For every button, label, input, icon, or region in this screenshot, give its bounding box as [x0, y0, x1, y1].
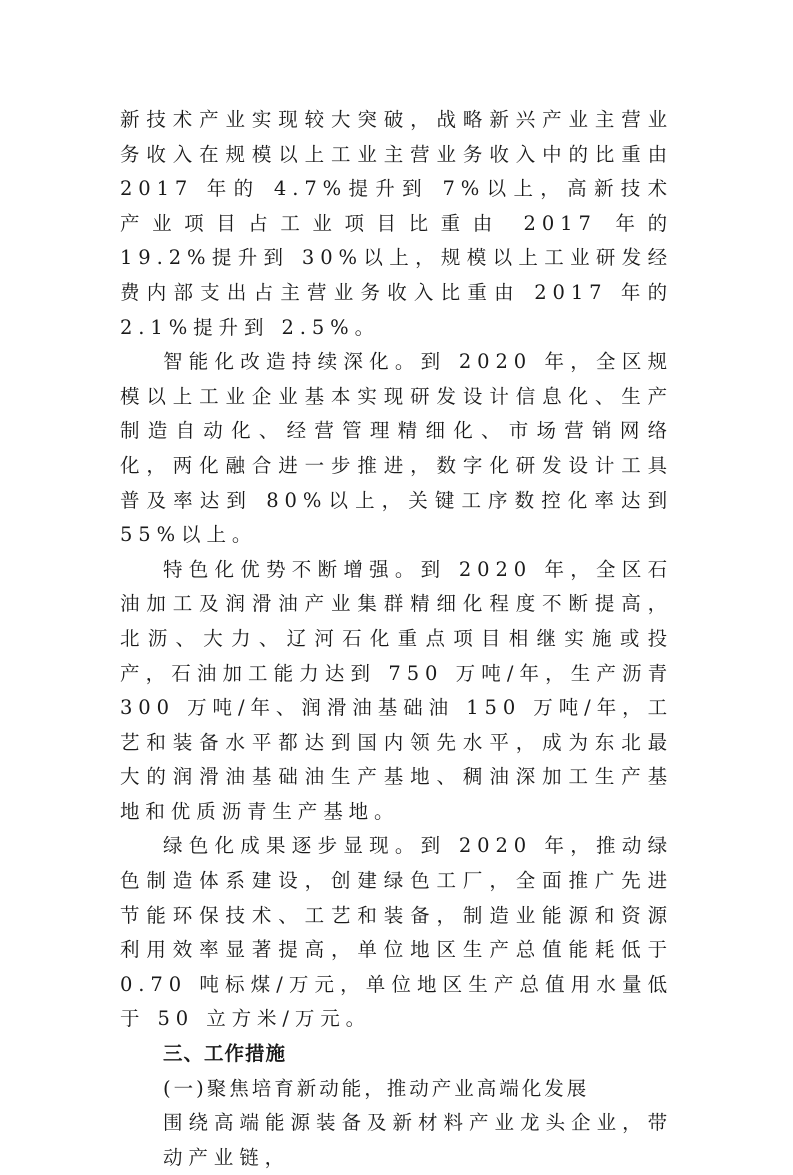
paragraph-body: 到 2020 年，全区石油加工及润滑油产业集群精细化程度不断提高，北沥、大力、辽河石化重点项目相继实施或投产，石油加工能力达到 750 万吨/年，生产沥青 300 万吨/年、润滑油基础油 150 万吨/年，工艺和装备水平都达到国内领先水平，成为东北最大的润滑油基础油生产基地、稠油深加工生产基地和优质沥青生产基地。 — [120, 557, 673, 823]
paragraph-lead: 绿色化成果逐步显现。 — [163, 834, 421, 858]
document-page — [120, 103, 673, 1175]
paragraph-intelligent-transformation — [120, 345, 673, 553]
paragraph-first-line: 围绕高端能源装备及新材料产业龙头企业，带动产业链， — [163, 1111, 673, 1169]
paragraph-lead: 智能化改造持续深化。 — [163, 350, 421, 374]
section-heading: 三、工作措施 — [163, 1042, 287, 1066]
paragraph-specialization — [120, 553, 673, 830]
paragraph-body: 到 2020 年，推动绿色制造体系建设，创建绿色工厂，全面推广先进节能环保技术、工艺和装备，制造业能源和资源利用效率显著提高，单位地区生产总值能耗低于 0.70 吨标煤/万元，单位地区生产总值用水量低于 50 立方米/万元。 — [120, 834, 673, 1031]
paragraph-tech-breakthrough: 新技术产业实现较大突破，战略新兴产业主营业务收入在规模以上工业主营业务收入中的比重由 2017 年的 4.7%提升到 7%以上，高新技术产业项目占工业项目比重由 2017 年的 19.2%提升到 30%以上，规模以上工业研发经费内部支出占主营业务收入比重由 2017 年的 2.1%提升到 2.5%。 — [120, 108, 673, 339]
paragraph-body: 到 2020 年，全区规模以上工业企业基本实现研发设计信息化、生产制造自动化、经营管理精细化、市场营销网络化，两化融合进一步推进，数字化研发设计工具普及率达到 80%以上，关键工序数控化率达到 55%以上。 — [120, 350, 673, 547]
section-subheading: (一)聚焦培育新动能，推动产业高端化发展 — [163, 1076, 590, 1100]
paragraph-lead: 特色化优势不断增强。 — [163, 557, 421, 581]
paragraph-green-development — [120, 829, 673, 1037]
